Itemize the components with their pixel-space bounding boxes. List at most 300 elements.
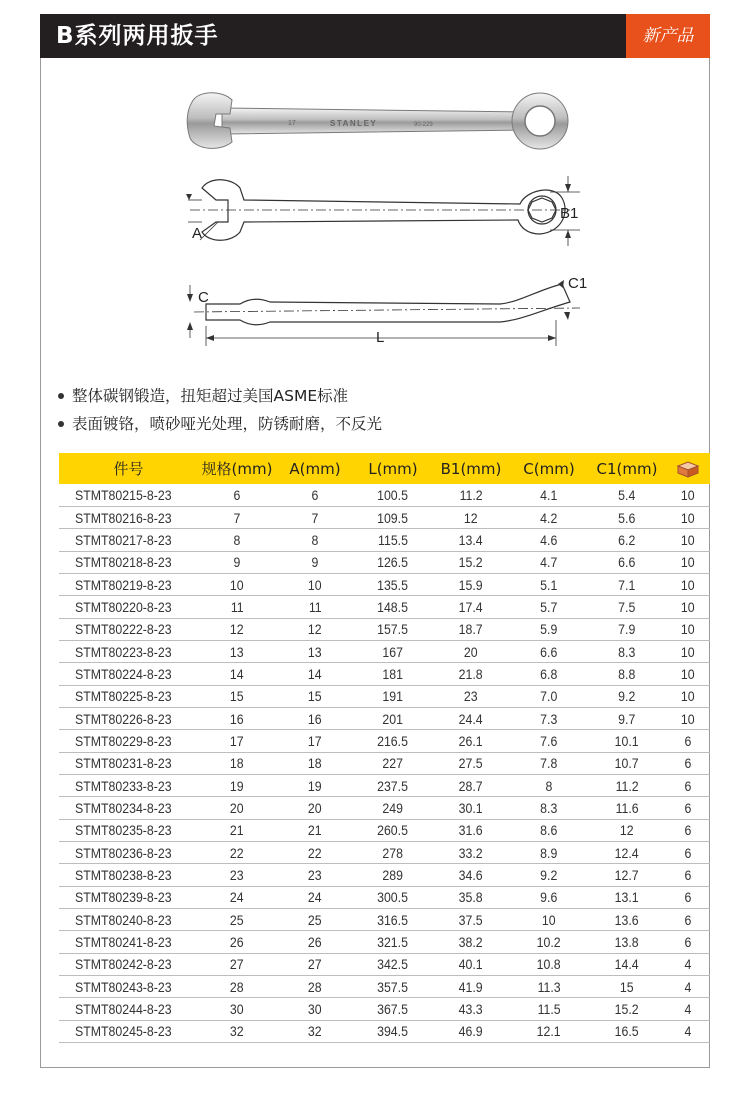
cell-b1 [432, 1020, 510, 1042]
cell-package-qty [666, 953, 710, 975]
cell-l-text: 394.5 [377, 1023, 409, 1040]
cell-a-text: 32 [308, 1023, 322, 1040]
cell-part-number [59, 1020, 198, 1042]
cell-package-qty-text: 10 [681, 554, 695, 571]
table-row [59, 573, 710, 595]
cell-l [354, 886, 432, 908]
cell-c [510, 864, 588, 886]
cell-a-text: 26 [308, 934, 322, 951]
cell-c1-text: 7.9 [618, 621, 636, 638]
wrench-photo [187, 93, 568, 149]
cell-a [276, 998, 354, 1020]
cell-package-qty [666, 596, 710, 618]
cell-package-qty-text: 6 [684, 934, 692, 951]
cell-part-number [59, 551, 198, 573]
cell-size [198, 976, 276, 998]
cell-c1-text: 15 [620, 978, 634, 995]
cell-l [354, 909, 432, 931]
cell-part-number [59, 484, 198, 506]
cell-a [276, 953, 354, 975]
cell-package-qty-text: 6 [684, 822, 692, 839]
cell-package-qty [666, 886, 710, 908]
cell-part-number-text: STMT80216-8-23 [75, 509, 172, 526]
cell-package-qty [666, 730, 710, 752]
cell-b1 [432, 529, 510, 551]
cell-part-number-text: STMT80244-8-23 [75, 1001, 172, 1018]
cell-part-number [59, 886, 198, 908]
cell-c1-text: 11.6 [615, 799, 639, 816]
cell-a-text: 11 [308, 598, 322, 615]
cell-c [510, 797, 588, 819]
cell-c1 [588, 573, 666, 595]
cell-l-text: 316.5 [377, 911, 409, 928]
cell-l [354, 842, 432, 864]
cell-package-qty-text: 4 [684, 1023, 692, 1040]
cell-c-text: 6.6 [540, 643, 558, 660]
cell-part-number [59, 909, 198, 931]
spec-table [59, 453, 710, 1043]
cell-l-text: 109.5 [377, 509, 409, 526]
cell-c1 [588, 886, 666, 908]
cell-part-number-text: STMT80233-8-23 [75, 777, 172, 794]
cell-l [354, 618, 432, 640]
cell-part-number-text: STMT80223-8-23 [75, 643, 172, 660]
cell-b1-text: 27.5 [459, 755, 483, 772]
cell-part-number [59, 864, 198, 886]
cell-b1 [432, 685, 510, 707]
cell-c [510, 551, 588, 573]
cell-size [198, 842, 276, 864]
cell-package-qty [666, 663, 710, 685]
cell-part-number-text: STMT80231-8-23 [75, 755, 172, 772]
cell-c1 [588, 640, 666, 662]
cell-part-number-text: STMT80225-8-23 [75, 688, 172, 705]
cell-c1-text: 8.8 [618, 665, 636, 682]
cell-part-number [59, 596, 198, 618]
package-box-icon [675, 460, 701, 478]
cell-size-text: 21 [230, 822, 244, 839]
cell-a [276, 506, 354, 528]
table-row [59, 596, 710, 618]
cell-size [198, 596, 276, 618]
cell-c-text: 11.3 [537, 978, 561, 995]
cell-part-number [59, 573, 198, 595]
cell-b1-text: 11.2 [459, 486, 483, 503]
cell-c1-text: 6.6 [618, 554, 636, 571]
table-row [59, 976, 710, 998]
cell-c1-text: 12.7 [615, 867, 639, 884]
cell-c1-text: 12.4 [615, 844, 639, 861]
cell-b1 [432, 886, 510, 908]
cell-a-text: 30 [308, 1001, 322, 1018]
cell-size [198, 618, 276, 640]
cell-c-text: 5.9 [540, 621, 558, 638]
cell-a [276, 1020, 354, 1042]
cell-size-text: 7 [233, 509, 241, 526]
cell-c [510, 730, 588, 752]
cell-l [354, 663, 432, 685]
cell-package-qty-text: 10 [681, 643, 695, 660]
cell-package-qty [666, 640, 710, 662]
cell-size-text: 11 [230, 598, 244, 615]
cell-a-text: 18 [308, 755, 322, 772]
table-row [59, 506, 710, 528]
cell-part-number [59, 819, 198, 841]
cell-b1-text: 46.9 [459, 1023, 483, 1040]
cell-package-qty-text: 6 [684, 799, 692, 816]
cell-c1-text: 12 [620, 822, 634, 839]
cell-part-number-text: STMT80242-8-23 [75, 956, 172, 973]
cell-c [510, 596, 588, 618]
cell-b1 [432, 730, 510, 752]
cell-size-text: 9 [233, 554, 241, 571]
cell-l-text: 135.5 [377, 576, 409, 593]
cell-a [276, 596, 354, 618]
cell-part-number [59, 752, 198, 774]
cell-l-text: 300.5 [377, 889, 409, 906]
cell-c [510, 886, 588, 908]
table-row [59, 484, 710, 506]
cell-c [510, 976, 588, 998]
cell-part-number [59, 953, 198, 975]
cell-package-qty-text: 6 [684, 755, 692, 772]
cell-l-text: 278 [382, 844, 404, 861]
cell-l-text: 227 [382, 755, 404, 772]
cell-c [510, 573, 588, 595]
cell-part-number-text: STMT80219-8-23 [75, 576, 172, 593]
cell-b1-text: 17.4 [459, 598, 483, 615]
cell-c1 [588, 506, 666, 528]
cell-a-text: 20 [308, 799, 322, 816]
cell-a [276, 484, 354, 506]
cell-package-qty [666, 551, 710, 573]
cell-package-qty [666, 931, 710, 953]
cell-b1-text: 15.9 [459, 576, 483, 593]
cell-size [198, 730, 276, 752]
cell-b1-text: 21.8 [459, 665, 483, 682]
cell-c-text: 5.7 [540, 598, 558, 615]
cell-l [354, 685, 432, 707]
cell-package-qty [666, 529, 710, 551]
cell-size [198, 774, 276, 796]
cell-c [510, 819, 588, 841]
cell-a [276, 573, 354, 595]
cell-package-qty-text: 4 [684, 956, 692, 973]
cell-size-text: 26 [230, 934, 244, 951]
cell-l [354, 1020, 432, 1042]
cell-size [198, 685, 276, 707]
new-product-badge: 新产品 [626, 14, 710, 58]
cell-c1 [588, 797, 666, 819]
feature-item [58, 410, 698, 438]
cell-c1 [588, 618, 666, 640]
cell-l [354, 752, 432, 774]
cell-c1 [588, 998, 666, 1020]
cell-size-text: 20 [230, 799, 244, 816]
cell-c1 [588, 707, 666, 729]
cell-l-text: 201 [382, 710, 404, 727]
cell-c1 [588, 730, 666, 752]
cell-package-qty [666, 685, 710, 707]
cell-c1 [588, 1020, 666, 1042]
cell-size-text: 28 [230, 978, 244, 995]
table-row [59, 640, 710, 662]
cell-a-text: 16 [308, 710, 322, 727]
cell-l-text: 100.5 [377, 486, 409, 503]
cell-a [276, 529, 354, 551]
cell-package-qty [666, 842, 710, 864]
col-l: L(mm) [368, 459, 418, 478]
cell-a [276, 640, 354, 662]
cell-b1 [432, 551, 510, 573]
cell-b1 [432, 797, 510, 819]
cell-c [510, 998, 588, 1020]
table-row [59, 685, 710, 707]
cell-l-text: 216.5 [377, 732, 409, 749]
cell-c [510, 953, 588, 975]
cell-size [198, 953, 276, 975]
cell-a-text: 23 [308, 867, 322, 884]
cell-size-text: 32 [230, 1023, 244, 1040]
cell-c-text: 12.1 [537, 1023, 561, 1040]
label-b1: B1 [560, 205, 579, 222]
cell-c-text: 4.6 [540, 531, 558, 548]
bullet-icon [58, 421, 64, 427]
cell-c1-text: 14.4 [615, 956, 639, 973]
cell-c1 [588, 909, 666, 931]
cell-size-text: 14 [230, 665, 244, 682]
cell-l-text: 357.5 [377, 978, 409, 995]
cell-size [198, 551, 276, 573]
cell-size [198, 663, 276, 685]
cell-c1-text: 7.5 [618, 598, 636, 615]
cell-size-text: 16 [230, 710, 244, 727]
cell-part-number [59, 685, 198, 707]
cell-c-text: 6.8 [540, 665, 558, 682]
cell-c [510, 707, 588, 729]
cell-b1-text: 28.7 [459, 777, 483, 794]
cell-package-qty-text: 10 [681, 710, 695, 727]
cell-c-text: 8.6 [540, 822, 558, 839]
cell-b1 [432, 707, 510, 729]
cell-l-text: 342.5 [377, 956, 409, 973]
cell-size-text: 18 [230, 755, 244, 772]
cell-c [510, 640, 588, 662]
cell-a [276, 774, 354, 796]
cell-package-qty-text: 6 [684, 867, 692, 884]
cell-size-text: 13 [230, 643, 244, 660]
cell-a-text: 15 [308, 688, 322, 705]
cell-l [354, 730, 432, 752]
cell-b1-text: 18.7 [459, 621, 483, 638]
cell-b1-text: 33.2 [459, 844, 483, 861]
cell-l [354, 998, 432, 1020]
cell-l [354, 819, 432, 841]
cell-b1 [432, 909, 510, 931]
cell-c [510, 842, 588, 864]
cell-part-number [59, 931, 198, 953]
cell-size-text: 12 [230, 621, 244, 638]
cell-a [276, 685, 354, 707]
brand-mark: STANLEY [330, 119, 378, 128]
cell-part-number-text: STMT80229-8-23 [75, 732, 172, 749]
size-mark: 17 [288, 120, 296, 127]
cell-c1 [588, 484, 666, 506]
cell-l-text: 260.5 [377, 822, 409, 839]
cell-c1 [588, 529, 666, 551]
cell-c1 [588, 864, 666, 886]
cell-c-text: 7.8 [540, 755, 558, 772]
cell-part-number-text: STMT80235-8-23 [75, 822, 172, 839]
col-package [666, 453, 710, 484]
cell-size [198, 998, 276, 1020]
cell-b1-text: 12 [464, 509, 478, 526]
cell-c [510, 529, 588, 551]
cell-size [198, 931, 276, 953]
cell-l-text: 191 [382, 688, 404, 705]
cell-part-number-text: STMT80218-8-23 [75, 554, 172, 571]
table-row [59, 774, 710, 796]
cell-b1 [432, 573, 510, 595]
cell-c-text: 7.0 [540, 688, 558, 705]
cell-size-text: 17 [230, 732, 244, 749]
cell-a-text: 8 [311, 531, 319, 548]
cell-size-text: 22 [230, 844, 244, 861]
cell-size-text: 10 [230, 576, 244, 593]
cell-c-text: 10.8 [537, 956, 561, 973]
cell-size [198, 864, 276, 886]
cell-c [510, 618, 588, 640]
col-part-number: 件号 [113, 460, 144, 478]
cell-c-text: 5.1 [540, 576, 558, 593]
cell-c-text: 4.1 [540, 486, 558, 503]
cell-c [510, 909, 588, 931]
cell-b1-text: 35.8 [459, 889, 483, 906]
cell-c1-text: 15.2 [615, 1001, 639, 1018]
cell-package-qty-text: 6 [684, 732, 692, 749]
cell-l-text: 148.5 [377, 598, 409, 615]
cell-a [276, 797, 354, 819]
table-row [59, 886, 710, 908]
cell-package-qty [666, 976, 710, 998]
cell-a-text: 19 [308, 777, 322, 794]
cell-package-qty-text: 4 [684, 1001, 692, 1018]
cell-a-text: 14 [308, 665, 322, 682]
page-title: B系列两用扳手 [56, 23, 219, 49]
table-row [59, 842, 710, 864]
cell-part-number-text: STMT80236-8-23 [75, 844, 172, 861]
table-row [59, 864, 710, 886]
cell-a-text: 27 [308, 956, 322, 973]
cell-l-text: 115.5 [378, 531, 408, 548]
table-row [59, 1020, 710, 1042]
cell-a-text: 21 [308, 822, 322, 839]
cell-a [276, 618, 354, 640]
cell-package-qty [666, 506, 710, 528]
cell-part-number-text: STMT80222-8-23 [75, 621, 172, 638]
cell-b1-text: 30.1 [459, 799, 483, 816]
feature-text: 表面镀铬，喷砂哑光处理，防锈耐磨，不反光 [72, 415, 383, 433]
cell-b1-text: 34.6 [459, 867, 483, 884]
cell-a [276, 730, 354, 752]
cell-size-text: 24 [230, 889, 244, 906]
cell-l-text: 321.5 [377, 934, 409, 951]
cell-l [354, 640, 432, 662]
cell-b1-text: 37.5 [459, 911, 483, 928]
cell-package-qty-text: 10 [681, 509, 695, 526]
cell-c1-text: 10.7 [615, 755, 639, 772]
cell-l [354, 573, 432, 595]
cell-l [354, 484, 432, 506]
cell-part-number-text: STMT80239-8-23 [75, 889, 172, 906]
cell-c1-text: 8.3 [618, 643, 636, 660]
cell-a-text: 17 [308, 732, 322, 749]
cell-size [198, 640, 276, 662]
cell-l-text: 181 [382, 665, 404, 682]
cell-c1-text: 9.7 [618, 710, 636, 727]
cell-l [354, 596, 432, 618]
cell-l [354, 774, 432, 796]
cell-c1 [588, 774, 666, 796]
cell-a [276, 909, 354, 931]
cell-part-number-text: STMT80234-8-23 [75, 799, 172, 816]
cell-a-text: 24 [308, 889, 322, 906]
cell-part-number-text: STMT80226-8-23 [75, 710, 172, 727]
cell-l-text: 237.5 [377, 777, 409, 794]
cell-a-text: 13 [308, 643, 322, 660]
wrench-top-view [188, 176, 580, 246]
cell-c-text: 4.7 [540, 554, 558, 571]
cell-c1-text: 13.8 [615, 934, 639, 951]
cell-size [198, 529, 276, 551]
table-row [59, 618, 710, 640]
cell-c-text: 8 [545, 777, 553, 794]
cell-b1 [432, 976, 510, 998]
cell-l [354, 797, 432, 819]
cell-part-number [59, 618, 198, 640]
cell-package-qty [666, 618, 710, 640]
cell-c1-text: 5.4 [618, 486, 636, 503]
cell-b1 [432, 484, 510, 506]
table-row [59, 752, 710, 774]
cell-package-qty [666, 707, 710, 729]
cell-part-number-text: STMT80238-8-23 [75, 867, 172, 884]
table-header-row [59, 453, 710, 484]
cell-c-text: 10.2 [537, 934, 561, 951]
cell-c1 [588, 685, 666, 707]
section-header [40, 14, 710, 58]
cell-part-number [59, 797, 198, 819]
cell-l [354, 864, 432, 886]
cell-part-number-text: STMT80241-8-23 [75, 934, 172, 951]
cell-c1-text: 10.1 [615, 732, 639, 749]
cell-package-qty-text: 4 [684, 978, 692, 995]
cell-part-number-text: STMT80217-8-23 [75, 531, 172, 548]
table-row [59, 909, 710, 931]
cell-a-text: 9 [311, 554, 319, 571]
cell-c1 [588, 551, 666, 573]
cell-part-number [59, 529, 198, 551]
cell-c-text: 8.3 [540, 799, 558, 816]
cell-a-text: 7 [311, 509, 319, 526]
cell-c [510, 685, 588, 707]
cell-a [276, 842, 354, 864]
cell-c1-text: 9.2 [618, 688, 636, 705]
cell-b1 [432, 774, 510, 796]
cell-b1-text: 31.6 [459, 822, 483, 839]
cell-a [276, 819, 354, 841]
cell-part-number-text: STMT80240-8-23 [75, 911, 172, 928]
